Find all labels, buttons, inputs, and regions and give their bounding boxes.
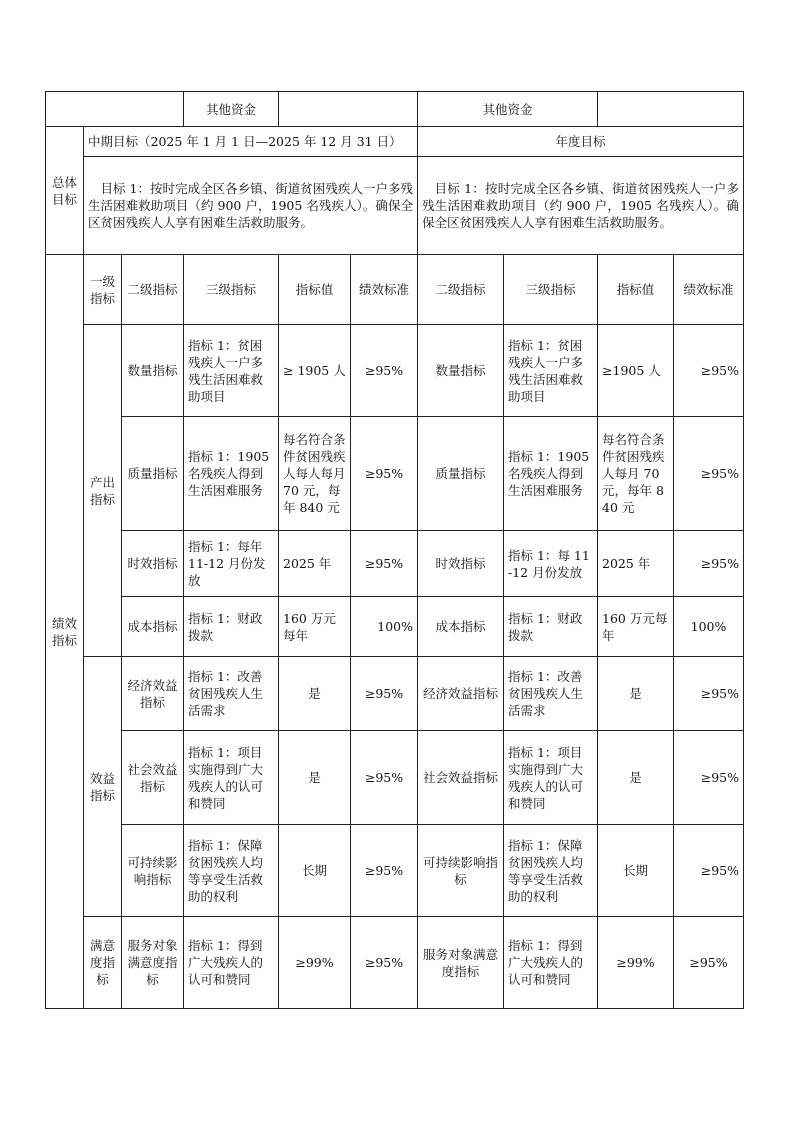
standard-cell: ≥95% [351, 417, 418, 531]
table-row [46, 597, 744, 657]
value-cell: 长期 [279, 825, 351, 917]
other-funds-value-right [598, 92, 744, 127]
value-cell: 2025 年 [279, 531, 351, 597]
standard-cell: ≥95% [351, 657, 418, 731]
level2-cell: 数量指标 [122, 325, 184, 417]
value-cell-right: 每名符合条件贫困残疾人每月 70 元，每年 840 元 [598, 417, 674, 531]
header-level2: 二级指标 [122, 255, 184, 325]
level3-cell: 指标 1：项目实施得到广大残疾人的认可和赞同 [184, 731, 279, 825]
level3-cell-right: 指标 1：财政拨款 [504, 597, 598, 657]
standard-cell-right: ≥95% [674, 417, 744, 531]
level2-cell-right: 数量指标 [418, 325, 504, 417]
level3-cell-right: 指标 1：贫困残疾人一户多残生活困难救助项目 [504, 325, 598, 417]
value-cell-right: 长期 [598, 825, 674, 917]
level3-cell: 指标 1：改善贫困残疾人生活需求 [184, 657, 279, 731]
standard-cell-right: ≥95% [674, 825, 744, 917]
group-output-label: 产出指标 [84, 325, 122, 657]
value-cell: 每名符合条件贫困残疾人每人每月 70 元，每年 840 元 [279, 417, 351, 531]
header-value: 指标值 [279, 255, 351, 325]
level3-cell-right: 指标 1：得到广大残疾人的认可和赞同 [504, 917, 598, 1009]
standard-cell: ≥95% [351, 917, 418, 1009]
level2-cell: 时效指标 [122, 531, 184, 597]
other-funds-label-left: 其他资金 [184, 92, 279, 127]
level2-cell-right: 成本指标 [418, 597, 504, 657]
value-cell-right: 是 [598, 731, 674, 825]
level2-cell: 可持续影响指标 [122, 825, 184, 917]
table-row [46, 731, 744, 825]
other-funds-value-left [279, 92, 418, 127]
level2-cell: 服务对象满意度指标 [122, 917, 184, 1009]
value-cell: ≥ 1905 人 [279, 325, 351, 417]
header-level2-right: 二级指标 [418, 255, 504, 325]
value-cell-right: 160 万元每年 [598, 597, 674, 657]
header-value-right: 指标值 [598, 255, 674, 325]
overall-goal-label: 总体目标 [46, 127, 84, 255]
level2-cell: 社会效益指标 [122, 731, 184, 825]
level2-cell: 经济效益指标 [122, 657, 184, 731]
standard-cell-right: 100% [674, 597, 744, 657]
annual-goal-title: 年度目标 [418, 127, 744, 157]
standard-cell: ≥95% [351, 731, 418, 825]
other-funds-row [46, 92, 744, 127]
standard-cell-right: ≥95% [674, 731, 744, 825]
table-row [46, 657, 744, 731]
standard-cell-right: ≥95% [674, 325, 744, 417]
level2-cell: 质量指标 [122, 417, 184, 531]
value-cell: 160 万元每年 [279, 597, 351, 657]
level3-cell: 指标 1：财政拨款 [184, 597, 279, 657]
level3-cell-right: 指标 1：改善贫困残疾人生活需求 [504, 657, 598, 731]
standard-cell: 100% [351, 597, 418, 657]
standard-cell-right: ≥95% [674, 531, 744, 597]
level3-cell: 指标 1：保障贫困残疾人均等享受生活救助的权利 [184, 825, 279, 917]
header-level3: 三级指标 [184, 255, 279, 325]
value-cell-right: 2025 年 [598, 531, 674, 597]
group-benefit-label: 效益指标 [84, 657, 122, 917]
table-row [46, 825, 744, 917]
level3-cell: 指标 1：1905 名残疾人得到生活困难服务 [184, 417, 279, 531]
value-cell: 是 [279, 731, 351, 825]
value-cell-right: 是 [598, 657, 674, 731]
header-level3-right: 三级指标 [504, 255, 598, 325]
level2-cell-right: 社会效益指标 [418, 731, 504, 825]
level2-cell-right: 可持续影响指标 [418, 825, 504, 917]
standard-cell-right: ≥95% [674, 917, 744, 1009]
mid-term-goal-text: 目标 1：按时完成全区各乡镇、街道贫困残疾人一户多残生活困难救助项目（约 900 户，1905 名残疾人）。确保全区贫困残疾人人享有困难生活救助服务。 [84, 157, 418, 255]
empty-cell [46, 92, 184, 127]
annual-goal-text: 目标 1：按时完成全区各乡镇、街道贫困残疾人一户多残生活困难救助项目（约 900 户，1905 名残疾人）。确保全区贫困残疾人人享有困难生活救助服务。 [418, 157, 744, 255]
value-cell-right: ≥99% [598, 917, 674, 1009]
standard-cell: ≥95% [351, 531, 418, 597]
standard-cell: ≥95% [351, 325, 418, 417]
header-standard-right: 绩效标准 [674, 255, 744, 325]
level3-cell-right: 指标 1：每 11-12 月份发放 [504, 531, 598, 597]
performance-target-table [45, 91, 744, 1009]
standard-cell: ≥95% [351, 825, 418, 917]
perf-indicators-label: 绩效指标 [46, 255, 84, 1009]
perf-header-row [46, 255, 744, 325]
level2-cell-right: 时效指标 [418, 531, 504, 597]
overall-goal-text-row [46, 157, 744, 255]
level2-cell-right: 经济效益指标 [418, 657, 504, 731]
level2-cell: 成本指标 [122, 597, 184, 657]
overall-goal-title-row [46, 127, 744, 157]
group-satisfaction-label: 满意度指标 [84, 917, 122, 1009]
value-cell: 是 [279, 657, 351, 731]
level3-cell-right: 指标 1：1905 名残疾人得到生活困难服务 [504, 417, 598, 531]
header-standard: 绩效标准 [351, 255, 418, 325]
table-row [46, 531, 744, 597]
mid-term-goal-title: 中期目标（2025 年 1 月 1 日—2025 年 12 月 31 日） [84, 127, 418, 157]
table-row [46, 417, 744, 531]
level2-cell-right: 质量指标 [418, 417, 504, 531]
table-row [46, 917, 744, 1009]
level3-cell: 指标 1：每年 11-12 月份发放 [184, 531, 279, 597]
level3-cell: 指标 1：得到广大残疾人的认可和赞同 [184, 917, 279, 1009]
level3-cell-right: 指标 1：保障贫困残疾人均等享受生活救助的权利 [504, 825, 598, 917]
value-cell-right: ≥1905 人 [598, 325, 674, 417]
level3-cell: 指标 1：贫困残疾人一户多残生活困难救助项目 [184, 325, 279, 417]
table-row [46, 325, 744, 417]
level3-cell-right: 指标 1：项目实施得到广大残疾人的认可和赞同 [504, 731, 598, 825]
standard-cell-right: ≥95% [674, 657, 744, 731]
header-level1: 一级指标 [84, 255, 122, 325]
level2-cell-right: 服务对象满意度指标 [418, 917, 504, 1009]
value-cell: ≥99% [279, 917, 351, 1009]
other-funds-label-right: 其他资金 [418, 92, 598, 127]
